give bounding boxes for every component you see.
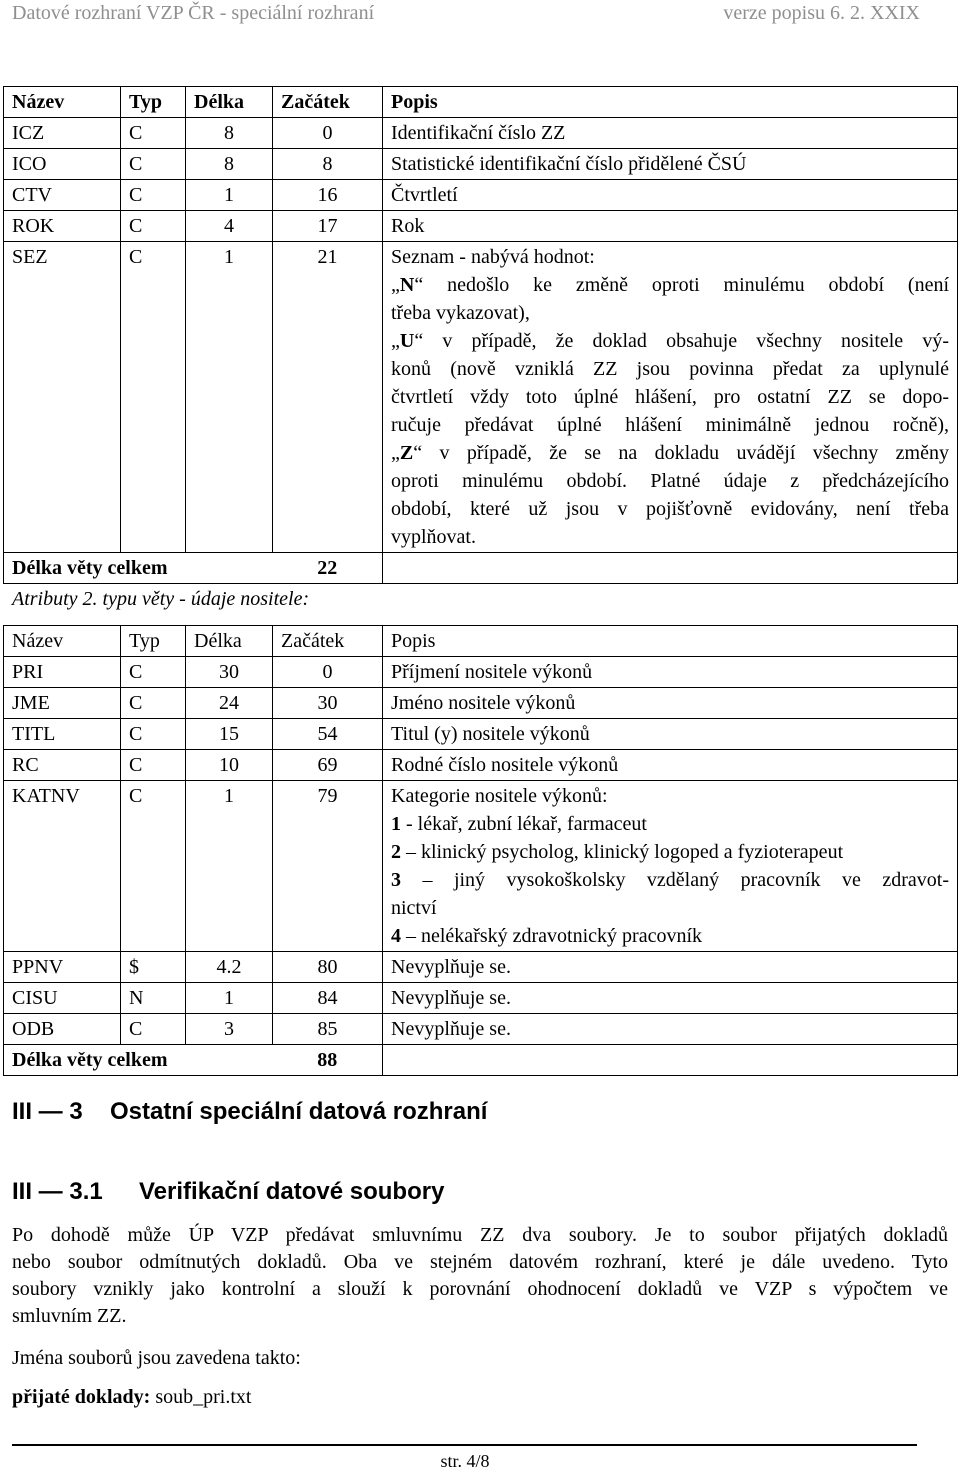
cell-desc: Jméno nositele výkonů	[383, 688, 958, 719]
cell-name: TITL	[4, 719, 121, 750]
total-value: 22	[273, 553, 383, 584]
cell-length: 1	[186, 180, 273, 211]
cell-name: JME	[4, 688, 121, 719]
accepted-label: přijaté doklady:	[12, 1386, 151, 1408]
subsection-number: III — 3.1	[12, 1178, 103, 1205]
sez-line: čtvrtletí vždy toto úplné hlášení, pro ostatní ZZ se dopo-	[391, 386, 949, 408]
table-row	[4, 211, 958, 242]
cell-type: C	[121, 719, 186, 750]
cell-length: 30	[186, 657, 273, 688]
cell-type: C	[121, 118, 186, 149]
cell-type: C	[121, 781, 186, 952]
cell-type: C	[121, 211, 186, 242]
cell-start: 0	[273, 657, 383, 688]
cell-desc: Statistické identifikační číslo přidělené ČSÚ	[383, 149, 958, 180]
body-paragraph	[12, 1222, 948, 1330]
paragraph-line: soubory vznikly jako kontrolní a slouží k porovnání ohodnocení dokladů ve VZP s výpočtem ve	[12, 1278, 948, 1300]
paragraph-line: nebo soubor odmítnutých dokladů. Oba ve stejném datovém rozhraní, které je dále uvedeno. Tyto	[12, 1251, 948, 1273]
table-total-row	[4, 1045, 958, 1076]
cell-desc: Identifikační číslo ZZ	[383, 118, 958, 149]
cell-type: $	[121, 952, 186, 983]
col-header-desc: Popis	[383, 626, 958, 657]
sez-line: „N“ nedošlo ke změně oproti minulému období (není	[391, 274, 949, 296]
table-row	[4, 118, 958, 149]
cell-desc: Rodné číslo nositele výkonů	[383, 750, 958, 781]
cell-desc: Titul (y) nositele výkonů	[383, 719, 958, 750]
cell-start: 16	[273, 180, 383, 211]
cell-desc: Rok	[383, 211, 958, 242]
table-row	[4, 750, 958, 781]
katnv-item-cont: nictví	[391, 897, 437, 919]
cell-start: 17	[273, 211, 383, 242]
paragraph-line: Po dohodě může ÚP VZP předávat smluvnímu ZZ dva soubory. Je to soubor přijatých dokladů	[12, 1224, 948, 1246]
sez-line: oproti minulému období. Platné údaje z předcházejícího	[391, 470, 949, 492]
col-header-length: Délka	[186, 626, 273, 657]
cell-name: SEZ	[4, 242, 121, 553]
col-header-length: Délka	[186, 87, 273, 118]
header-version: verze popisu 6. 2. XXIX	[723, 2, 920, 24]
table-row	[4, 1014, 958, 1045]
cell-start: 8	[273, 149, 383, 180]
sez-intro: Seznam - nabývá hodnot:	[391, 246, 595, 268]
cell-name: CTV	[4, 180, 121, 211]
cell-desc	[383, 242, 958, 553]
subsection-heading	[12, 1178, 444, 1206]
cell-type: C	[121, 149, 186, 180]
sez-line: „U“ v případě, že doklad obsahuje všechny nositele vý-	[391, 330, 949, 352]
table-total-row	[4, 553, 958, 584]
cell-type: C	[121, 688, 186, 719]
cell-desc: Nevyplňuje se.	[383, 983, 958, 1014]
table-row	[4, 242, 958, 553]
cell-name: ICO	[4, 149, 121, 180]
katnv-item: 3 – jiný vysokoškolsky vzdělaný pracovník ve zdravot-	[391, 869, 949, 891]
cell-length: 8	[186, 149, 273, 180]
katnv-item: 4 – nelékařský zdravotnický pracovník	[391, 925, 703, 947]
table-row	[4, 657, 958, 688]
col-header-type: Typ	[121, 626, 186, 657]
cell-name: RC	[4, 750, 121, 781]
table-row	[4, 149, 958, 180]
cell-desc: Čtvrtletí	[383, 180, 958, 211]
section-number: III — 3	[12, 1098, 83, 1125]
cell-length: 15	[186, 719, 273, 750]
col-header-name: Název	[4, 626, 121, 657]
cell-length: 1	[186, 781, 273, 952]
table-header-row	[4, 87, 958, 118]
katnv-intro: Kategorie nositele výkonů:	[391, 785, 608, 807]
cell-length: 4.2	[186, 952, 273, 983]
cell-type: C	[121, 657, 186, 688]
sez-line: konů (nově vzniklá ZZ jsou povinna předat za uplynulé	[391, 358, 949, 380]
total-empty	[383, 1045, 958, 1076]
file-names-intro: Jména souborů jsou zavedena takto:	[12, 1347, 301, 1369]
table-row	[4, 781, 958, 952]
cell-start: 21	[273, 242, 383, 553]
cell-length: 4	[186, 211, 273, 242]
table-row	[4, 952, 958, 983]
table-row	[4, 688, 958, 719]
cell-length: 1	[186, 983, 273, 1014]
table-record-type-2	[3, 625, 958, 1076]
table-row	[4, 180, 958, 211]
section-title: Ostatní speciální datová rozhraní	[110, 1098, 488, 1125]
table-row	[4, 983, 958, 1014]
col-header-desc: Popis	[383, 87, 958, 118]
cell-start: 84	[273, 983, 383, 1014]
cell-length: 3	[186, 1014, 273, 1045]
page-number: str. 4/8	[440, 1451, 490, 1471]
table-record-type-1	[3, 86, 958, 584]
cell-type: C	[121, 1014, 186, 1045]
table-header-row	[4, 626, 958, 657]
cell-length: 1	[186, 242, 273, 553]
cell-type: C	[121, 242, 186, 553]
col-header-type: Typ	[121, 87, 186, 118]
header-title: Datové rozhraní VZP ČR - speciální rozhraní	[12, 2, 375, 24]
cell-type: N	[121, 983, 186, 1014]
cell-start: 54	[273, 719, 383, 750]
cell-name: CISU	[4, 983, 121, 1014]
col-header-name: Název	[4, 87, 121, 118]
total-value: 88	[273, 1045, 383, 1076]
cell-name: ICZ	[4, 118, 121, 149]
katnv-item: 1 - lékař, zubní lékař, farmaceut	[391, 813, 647, 835]
cell-start: 85	[273, 1014, 383, 1045]
col-header-start: Začátek	[273, 626, 383, 657]
total-label: Délka věty celkem	[4, 1045, 273, 1076]
cell-name: PPNV	[4, 952, 121, 983]
col-header-start: Začátek	[273, 87, 383, 118]
cell-start: 30	[273, 688, 383, 719]
cell-desc: Nevyplňuje se.	[383, 1014, 958, 1045]
subsection-title: Verifikační datové soubory	[139, 1178, 445, 1205]
cell-start: 80	[273, 952, 383, 983]
cell-desc: Příjmení nositele výkonů	[383, 657, 958, 688]
cell-length: 24	[186, 688, 273, 719]
table-row	[4, 719, 958, 750]
cell-start: 69	[273, 750, 383, 781]
sez-line: ručuje předávat úplné hlášení minimálně jednou ročně),	[391, 414, 949, 436]
sez-line: třeba vykazovat),	[391, 302, 530, 324]
cell-length: 10	[186, 750, 273, 781]
cell-start: 79	[273, 781, 383, 952]
page-header	[12, 2, 920, 30]
cell-length: 8	[186, 118, 273, 149]
sez-line: vyplňovat.	[391, 526, 476, 548]
cell-name: KATNV	[4, 781, 121, 952]
accepted-value: soub_pri.txt	[150, 1386, 252, 1408]
cell-type: C	[121, 750, 186, 781]
cell-desc: Nevyplňuje se.	[383, 952, 958, 983]
cell-start: 0	[273, 118, 383, 149]
total-empty	[383, 553, 958, 584]
katnv-item: 2 – klinický psycholog, klinický logoped a fyzioterapeut	[391, 841, 844, 863]
footer-divider	[12, 1444, 917, 1446]
cell-name: PRI	[4, 657, 121, 688]
table2-caption: Atributy 2. typu věty - údaje nositele:	[12, 588, 310, 610]
accepted-files-line	[12, 1384, 948, 1411]
sez-line: „Z“ v případě, že se na dokladu uvádějí všechny změny	[391, 442, 949, 464]
cell-name: ROK	[4, 211, 121, 242]
section-heading	[12, 1098, 487, 1126]
cell-desc	[383, 781, 958, 952]
cell-name: ODB	[4, 1014, 121, 1045]
total-label: Délka věty celkem	[4, 553, 273, 584]
sez-line: období, které už jsou v pojišťovně evidovány, není třeba	[391, 498, 949, 520]
paragraph-line: smluvním ZZ.	[12, 1305, 127, 1327]
cell-type: C	[121, 180, 186, 211]
